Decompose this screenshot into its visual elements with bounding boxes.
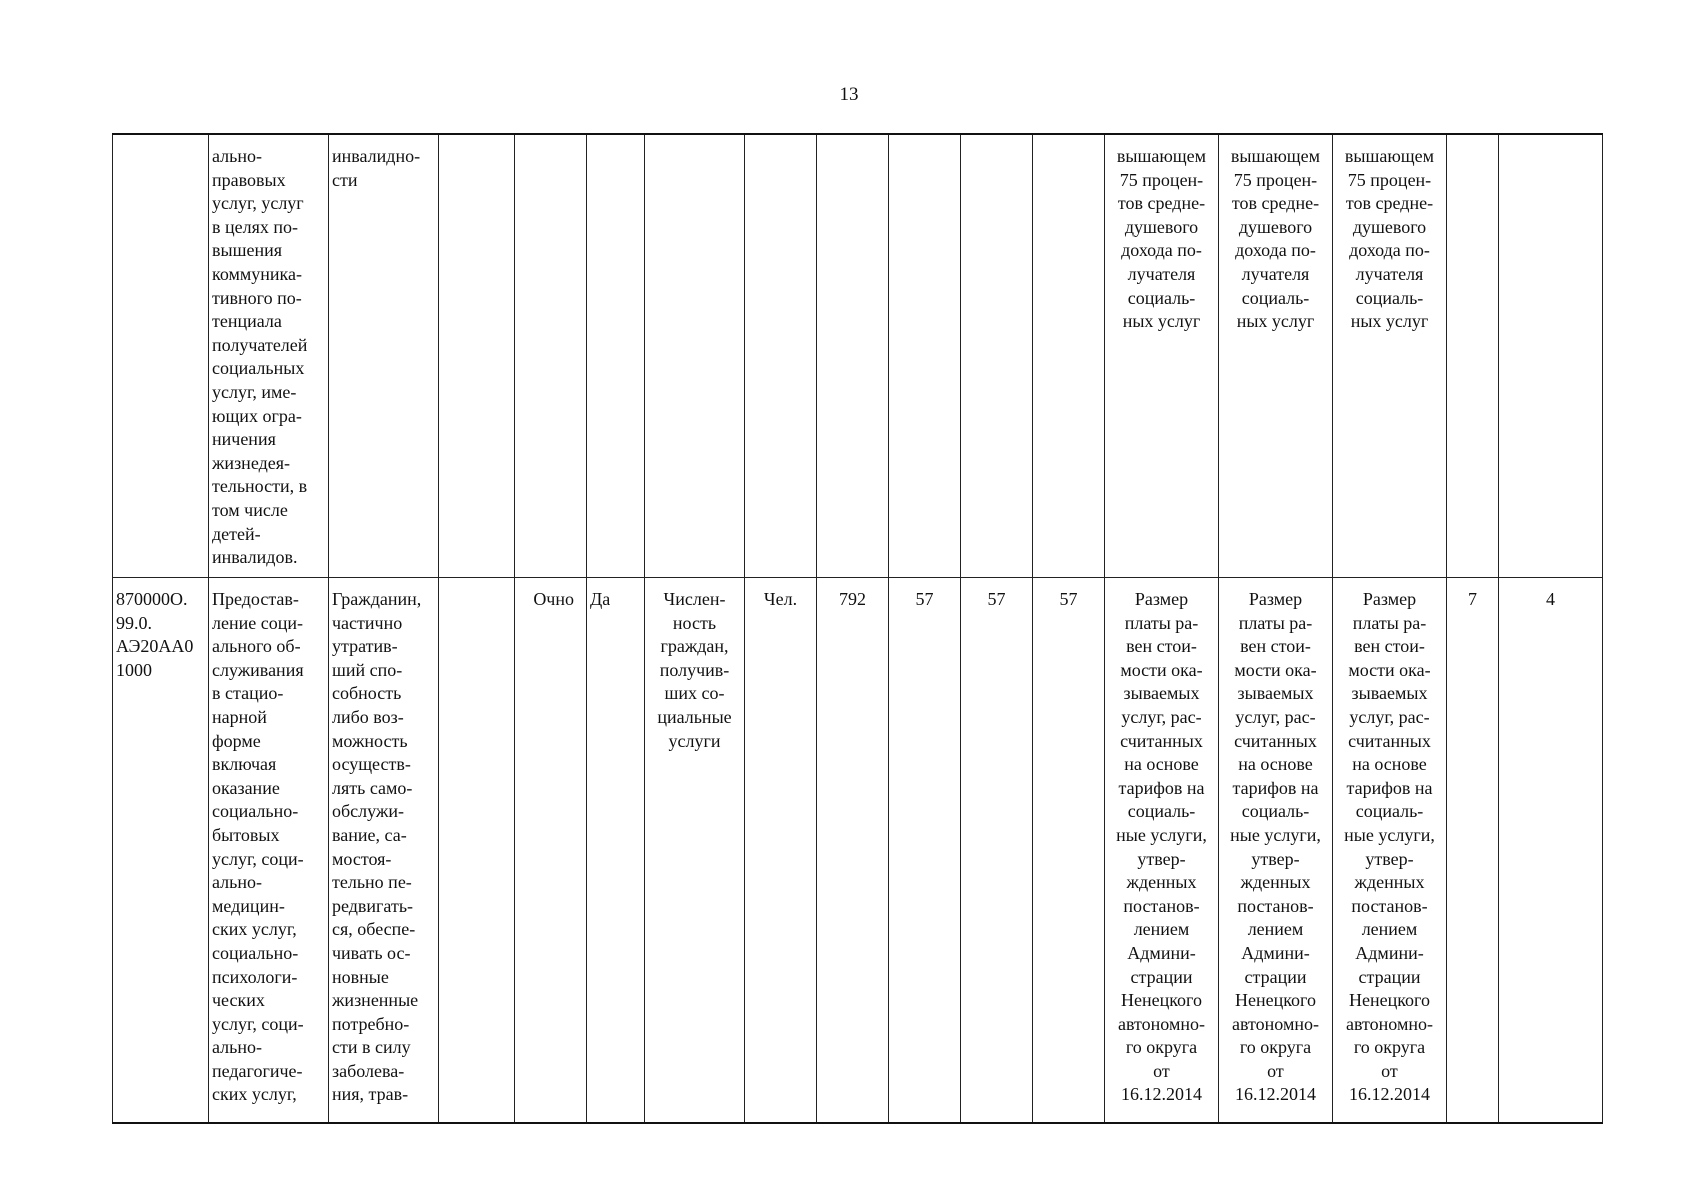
cell-percent-1: 7 xyxy=(1447,578,1499,1124)
cell-value-2: 57 xyxy=(889,578,961,1124)
cell-unit xyxy=(745,134,817,578)
cell-value-3: 57 xyxy=(961,578,1033,1124)
cell-service-name: Предостав- ление соци- ального об- служивания в стацио- нарной форме включая оказание социально- бытовых услуг, соци- ально- медицин- ских услуг, социально- психологи- ческих услуг, соци- ально- педагогиче- ских услуг, xyxy=(209,578,329,1124)
services-table xyxy=(112,133,1603,1124)
cell-value-1 xyxy=(817,134,889,578)
cell-indicator xyxy=(645,134,745,578)
cell-payment-1: Размер платы ра- вен стои- мости ока- зываемых услуг, рас- считанных на основе тарифов на социаль- ные услуги, утвер- жденных постанов- лением Админи- страции Ненецкого автономно- го округа от 16.12.2014 xyxy=(1105,578,1219,1124)
table-row xyxy=(113,134,1603,578)
cell-col4 xyxy=(439,134,515,578)
cell-col4 xyxy=(439,578,515,1124)
cell-value-2 xyxy=(889,134,961,578)
cell-value-4 xyxy=(1033,134,1105,578)
cell-code xyxy=(113,134,209,578)
cell-payment-3: вышающем 75 процен- тов средне- душевого дохода по- лучателя социаль- ных услуг xyxy=(1333,134,1447,578)
page-number: 13 xyxy=(839,84,859,105)
cell-payment-2: вышающем 75 процен- тов средне- душевого дохода по- лучателя социаль- ных услуг xyxy=(1219,134,1333,578)
cell-recipient-category: Гражданин, частично утратив- ший спо- собность либо воз- можность осуществ- лять само- обслужи- вание, са- мостоя- тельно пе- редвигать- ся, обеспе- чивать ос- новные жизненные потребно- сти в силу заболева- ния, трав- xyxy=(329,578,439,1124)
cell-code: 870000О. 99.0. АЭ20АА0 1000 xyxy=(113,578,209,1124)
table-row xyxy=(113,578,1603,1124)
cell-value-4: 57 xyxy=(1033,578,1105,1124)
cell-payment-1: вышающем 75 процен- тов средне- душевого дохода по- лучателя социаль- ных услуг xyxy=(1105,134,1219,578)
cell-percent-2: 4 xyxy=(1499,578,1603,1124)
cell-percent-1 xyxy=(1447,134,1499,578)
cell-unit: Чел. xyxy=(745,578,817,1124)
cell-recipient-category: инвалидно- сти xyxy=(329,134,439,578)
cell-payment-3: Размер платы ра- вен стои- мости ока- зываемых услуг, рас- считанных на основе тарифов на социаль- ные услуги, утвер- жденных постанов- лением Админи- страции Ненецкого автономно- го округа от 16.12.2014 xyxy=(1333,578,1447,1124)
cell-form: Очно xyxy=(515,578,587,1124)
cell-service-name: ально- правовых услуг, услуг в целях по- вышения коммуника- тивного по- тенциала получателей социальных услуг, име- ющих огра- ничения жизнедея- тельности, в том числе детей- инвалидов. xyxy=(209,134,329,578)
cell-value-3 xyxy=(961,134,1033,578)
cell-percent-2 xyxy=(1499,134,1603,578)
cell-value-1: 792 xyxy=(817,578,889,1124)
cell-flag xyxy=(587,134,645,578)
cell-indicator: Числен- ность граждан, получив- ших со- циальные услуги xyxy=(645,578,745,1124)
cell-form xyxy=(515,134,587,578)
cell-flag: Да xyxy=(587,578,645,1124)
cell-payment-2: Размер платы ра- вен стои- мости ока- зываемых услуг, рас- считанных на основе тарифов на социаль- ные услуги, утвер- жденных постанов- лением Админи- страции Ненецкого автономно- го округа от 16.12.2014 xyxy=(1219,578,1333,1124)
